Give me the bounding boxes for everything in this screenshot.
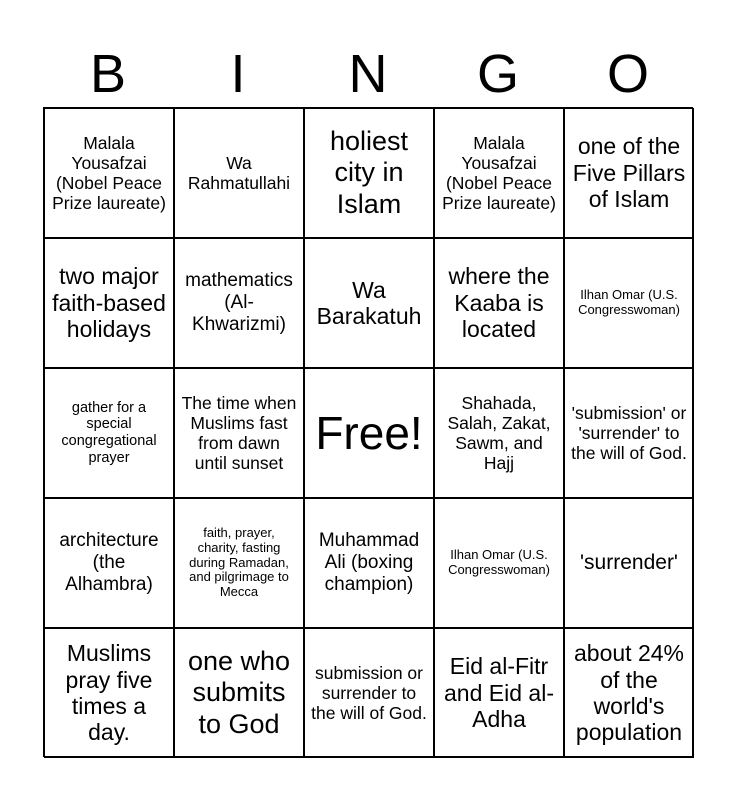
cell-text: submission or surrender to the will of God. xyxy=(311,662,427,724)
cell-text: Ilhan Omar (U.S. Congresswoman) xyxy=(448,547,550,577)
cell-text: holiest city in Islam xyxy=(329,126,409,219)
cell-text: one of the Five Pillars of Islam xyxy=(572,133,686,213)
cell-text: Free! xyxy=(315,407,423,459)
bingo-cell[interactable] xyxy=(44,108,174,238)
header-letter-n: N xyxy=(348,44,388,104)
cell-text: Shahada, Salah, Zakat, Sawm, and Hajj xyxy=(447,392,551,474)
bingo-cell[interactable] xyxy=(564,108,694,238)
bingo-cell[interactable] xyxy=(304,498,434,628)
bingo-cell[interactable] xyxy=(564,368,694,498)
cell-text: Malala Yousafzai (Nobel Peace Prize laureate) xyxy=(442,132,556,214)
bingo-cell[interactable] xyxy=(564,238,694,368)
cell-text: Muhammad Ali (boxing champion) xyxy=(318,530,420,595)
bingo-cell[interactable] xyxy=(304,108,434,238)
header-letter-b: B xyxy=(89,44,127,104)
cell-text: Wa Barakatuh xyxy=(316,276,422,329)
cell-text: Ilhan Omar (U.S. Congresswoman) xyxy=(578,287,680,317)
cell-text: where the Kaaba is located xyxy=(448,263,550,343)
cell-text: Wa Rahmatullahi xyxy=(187,152,291,193)
header-letter-g: G xyxy=(476,44,519,104)
header-letter-o: O xyxy=(606,44,649,104)
cell-text: 'surrender' xyxy=(580,550,678,574)
bingo-cell[interactable] xyxy=(434,368,564,498)
bingo-cell[interactable] xyxy=(174,628,304,758)
cell-text: Malala Yousafzai (Nobel Peace Prize laureate) xyxy=(52,132,166,214)
bingo-cell[interactable] xyxy=(174,238,304,368)
cell-text: 'submission' or 'surrender' to the will of God. xyxy=(571,402,687,464)
cell-text: faith, prayer, charity, fasting during Ramadan, and pilgrimage to Mecca xyxy=(189,524,289,600)
bingo-cell[interactable] xyxy=(434,628,564,758)
bingo-cell[interactable] xyxy=(44,628,174,758)
bingo-cell[interactable] xyxy=(304,238,434,368)
cell-text: gather for a special congregational prayer xyxy=(61,399,157,466)
cell-text: architecture (the Alhambra) xyxy=(59,530,159,595)
cell-text: The time when Muslims fast from dawn until sunset xyxy=(181,392,297,474)
bingo-cell[interactable] xyxy=(434,498,564,628)
cell-text: Muslims pray five times a day. xyxy=(65,640,153,746)
bingo-cell[interactable] xyxy=(174,498,304,628)
bingo-cell[interactable] xyxy=(174,368,304,498)
cell-text: one who submits to God xyxy=(187,646,291,739)
cell-text: Eid al-Fitr and Eid al-Adha xyxy=(444,653,554,733)
cell-text: two major faith-based holidays xyxy=(52,263,166,343)
bingo-cell[interactable] xyxy=(304,628,434,758)
free-space[interactable] xyxy=(304,368,434,498)
bingo-cell[interactable] xyxy=(44,498,174,628)
cell-text: about 24% of the world's population xyxy=(574,640,684,746)
bingo-cell[interactable] xyxy=(434,238,564,368)
bingo-board xyxy=(43,107,693,757)
bingo-cell[interactable] xyxy=(564,498,694,628)
bingo-cell[interactable] xyxy=(44,238,174,368)
bingo-header xyxy=(43,40,693,108)
bingo-cell[interactable] xyxy=(44,368,174,498)
cell-text: mathematics (Al-Khwarizmi) xyxy=(185,270,293,335)
bingo-cell[interactable] xyxy=(564,628,694,758)
header-letter-i: I xyxy=(230,44,246,104)
bingo-cell[interactable] xyxy=(434,108,564,238)
bingo-cell[interactable] xyxy=(174,108,304,238)
